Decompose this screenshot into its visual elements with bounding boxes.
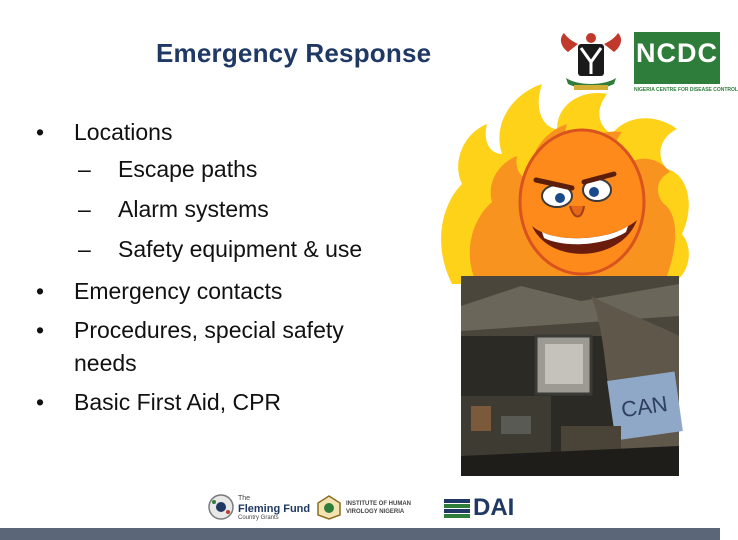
bullet-marker: • bbox=[35, 389, 45, 415]
bullet-item bbox=[30, 116, 430, 149]
bullet-item bbox=[30, 314, 374, 380]
fire-cartoon-illustration bbox=[432, 84, 696, 284]
bullet-item bbox=[30, 386, 430, 419]
svg-text:CAN: CAN bbox=[619, 390, 670, 423]
bullet-marker: • bbox=[35, 278, 45, 304]
bullet-text: Locations bbox=[74, 119, 173, 145]
fleming-fund-logo bbox=[238, 495, 310, 522]
bullet-text: Procedures, special safety needs bbox=[74, 317, 344, 376]
sub-bullet-item bbox=[30, 149, 430, 189]
fleming-fund-line2: Fleming Fund bbox=[238, 503, 311, 515]
sub-bullet-text: Escape paths bbox=[118, 156, 258, 182]
bullet-list bbox=[30, 116, 430, 419]
ihv-nigeria-logo bbox=[346, 500, 411, 516]
ihv-line2: VIROLOGY NIGERIA bbox=[346, 509, 405, 515]
ncdc-logo-text: NCDC bbox=[636, 38, 718, 68]
partner-logos bbox=[208, 492, 518, 526]
bullet-text: Emergency contacts bbox=[74, 278, 283, 304]
ncdc-logo-subtitle: NIGERIA CENTRE FOR DISEASE CONTROL bbox=[634, 87, 738, 93]
bullet-marker: • bbox=[35, 119, 45, 145]
fleming-fund-line1: The bbox=[238, 495, 251, 502]
bullet-item bbox=[30, 275, 430, 308]
footer-bar bbox=[0, 528, 720, 540]
fleming-fund-icon bbox=[208, 494, 234, 520]
ihv-line1: INSTITUTE OF HUMAN bbox=[346, 501, 411, 507]
ihv-nigeria-icon bbox=[316, 494, 342, 520]
nigeria-coat-of-arms-icon bbox=[556, 30, 626, 92]
sub-bullet-text: Alarm systems bbox=[118, 196, 269, 222]
sub-bullet-text: Safety equipment & use bbox=[118, 236, 363, 262]
sub-bullet-marker: – bbox=[78, 156, 91, 182]
sub-bullet-marker: – bbox=[78, 236, 91, 262]
fleming-fund-line3: Country Grants bbox=[238, 515, 279, 521]
fire-damaged-lab-photo bbox=[461, 276, 679, 476]
burned-lab-scene-icon bbox=[461, 276, 679, 476]
bullet-text: Basic First Aid, CPR bbox=[74, 389, 282, 415]
sub-bullet-item bbox=[30, 229, 430, 269]
dai-logo: DAI bbox=[473, 494, 515, 521]
dai-stripes-icon bbox=[444, 499, 470, 519]
sub-bullet-item bbox=[30, 189, 430, 229]
sub-bullet-marker: – bbox=[78, 196, 91, 222]
bullet-marker: • bbox=[35, 317, 45, 343]
slide-title: Emergency Response bbox=[156, 38, 432, 68]
